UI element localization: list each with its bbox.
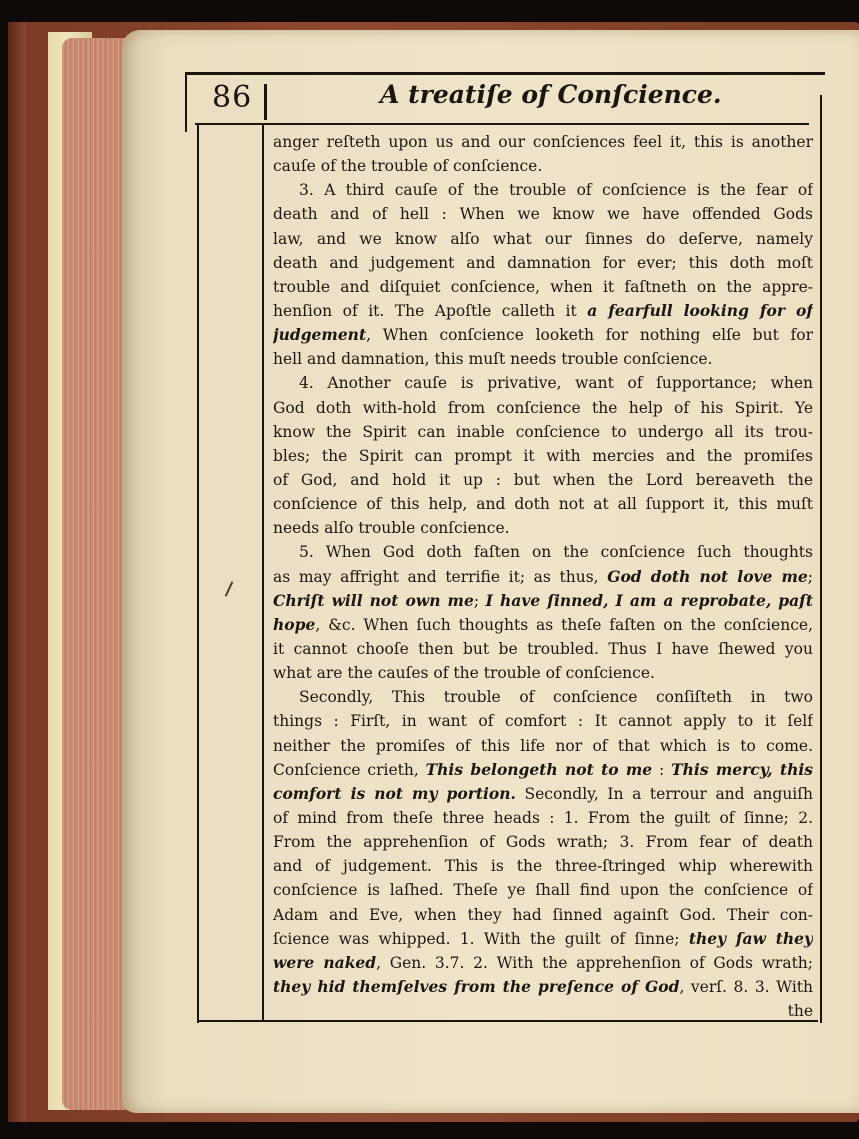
text-run: what are the cauſes of the trouble of conſcience. [273, 664, 655, 683]
text-run: cauſe of the trouble of conſcience. [273, 157, 543, 176]
header-divider [264, 84, 267, 120]
text-run: as may affright and terrifie it; as thus, [273, 567, 608, 586]
text-run: Adam and Eve, when they had ſinned againſt God. Their con- [273, 905, 813, 924]
text-line [273, 903, 813, 927]
text-run: of God, and hold it up : but when the Lord bereaveth the [273, 470, 813, 489]
text-line [273, 830, 813, 854]
italic-run: they ſaw they [688, 928, 813, 948]
text-run: : [652, 760, 672, 779]
text-run: things : Firſt, in want of comfort : It cannot apply to it ſelf [273, 712, 813, 731]
text-run: Secondly, In a terrour and anguiſh [515, 784, 813, 803]
text-run: it cannot chooſe then but be troubled. Thus I have ſhewed you [273, 639, 813, 658]
text-line [273, 685, 813, 709]
italic-run: Chriſt will not own me [273, 590, 474, 610]
book-spine-edge [8, 22, 26, 1122]
text-run: 3. A third cauſe of the trouble of conſcience is the fear of [299, 181, 813, 200]
italic-run: God doth not love me [607, 566, 808, 586]
text-line [273, 178, 813, 202]
text-line [273, 420, 813, 444]
text-run: bles; the Spirit can prompt it with mercies and the promiſes [273, 446, 813, 465]
text-run: death and of hell : When we know we have offended Gods [273, 205, 813, 224]
body-text [273, 130, 813, 1023]
text-run: conſcience of this help, and doth not at all ſupport it, this muſt [273, 495, 813, 514]
catchword [273, 999, 813, 1023]
text-line [273, 637, 813, 661]
italic-run: they hid themſelves from the preſence of God [273, 976, 680, 996]
text-line [273, 806, 813, 830]
text-line [273, 951, 813, 975]
italic-run: This belongeth not to me [425, 759, 653, 779]
text-run: the [787, 1002, 813, 1021]
text-run: death and judgement and damnation for ever; this doth moſt [273, 253, 813, 272]
text-line [273, 275, 813, 299]
text-run: , verſ. 8. 3. With [679, 977, 813, 996]
text-run: conſcience is laſhed. Theſe ye ſhall find upon the conſcience of [273, 881, 813, 900]
text-line [273, 516, 813, 540]
text-run: Secondly, This trouble of conſcience conſiſteth in two [299, 688, 813, 707]
text-line [273, 130, 813, 154]
text-line [273, 927, 813, 951]
text-line [273, 854, 813, 878]
text-run: , Gen. 3.7. 2. With the apprehenſion of Gods wrath; [376, 953, 813, 972]
text-line [273, 444, 813, 468]
frame-left-outer-rule [197, 123, 199, 1023]
text-line [273, 251, 813, 275]
text-run: 5. When God doth faſten on the conſcience ſuch thoughts [299, 543, 813, 562]
text-line [273, 323, 813, 347]
page-number: 86 [212, 80, 253, 115]
text-line [273, 202, 813, 226]
text-line [273, 709, 813, 733]
text-run: trouble and diſquiet conſcience, when it faſtneth on the appre- [273, 277, 813, 296]
text-line [273, 299, 813, 323]
text-run: Conſcience crieth, [273, 760, 426, 779]
text-run: anger reſteth upon us and our conſciences feel it, this is another [273, 133, 813, 151]
text-line [273, 468, 813, 492]
text-line [273, 565, 813, 589]
text-run: , &c. When ſuch thoughts as theſe faſten on the conſcience, [315, 615, 813, 634]
text-run: of mind from theſe three heads : 1. From the guilt of ſinne; 2. [273, 808, 813, 827]
text-line [273, 227, 813, 251]
text-run: ſcience was whipped. 1. With the guilt of ſinne; [273, 929, 689, 948]
text-line [273, 878, 813, 902]
text-run: neither the promiſes of this life nor of that which is to come. [273, 736, 813, 755]
header-left-rule [185, 72, 187, 132]
text-line [273, 975, 813, 999]
text-run: know the Spirit can inable conſcience to undergo all its trou- [273, 422, 813, 441]
text-line [273, 492, 813, 516]
text-line [273, 371, 813, 395]
text-run: and of judgement. This is the three-ſtringed whip wherewith [273, 857, 813, 876]
italic-run: hope [273, 614, 316, 634]
text-line [273, 782, 813, 806]
text-run: henſion of it. The Apoſtle calleth it [273, 301, 588, 320]
text-line [273, 734, 813, 758]
text-line [273, 758, 813, 782]
text-run: 4. Another cauſe is privative, want of ſupportance; when [299, 374, 813, 393]
frame-right-rule [820, 95, 822, 1023]
text-line [273, 613, 813, 637]
text-line [273, 154, 813, 178]
text-run: hell and damnation, this muſt needs trouble conſcience. [273, 350, 713, 369]
running-title: A treatiſe of Conſcience. [380, 80, 722, 109]
text-run: ; [807, 567, 813, 586]
text-line [273, 347, 813, 371]
italic-run: This mercy, this [671, 759, 813, 779]
text-run: , When conſcience looketh for nothing elſe but for [366, 326, 813, 345]
italic-run: were naked [273, 952, 377, 972]
italic-run: a fearfull looking for of [587, 300, 813, 320]
text-run: needs alſo trouble conſcience. [273, 519, 510, 538]
text-run: law, and we know alſo what our ſinnes do deſerve, namely [273, 229, 813, 248]
text-line [273, 396, 813, 420]
text-line [273, 540, 813, 564]
text-run: God doth with-hold from conſcience the help of his Spirit. Ye [273, 398, 813, 417]
text-line [273, 661, 813, 685]
text-run: ; [473, 591, 486, 610]
italic-run: judgement [273, 325, 367, 345]
frame-left-inner-rule [262, 123, 264, 1020]
header-top-rule [185, 72, 825, 75]
text-line [273, 589, 813, 613]
italic-run: comfort is not my portion. [273, 783, 516, 803]
italic-run: I have ſinned, I am a reprobate, paſt [485, 590, 813, 610]
title-rule [195, 123, 809, 125]
text-run: From the apprehenſion of Gods wrath; 3. From fear of death [273, 833, 813, 852]
